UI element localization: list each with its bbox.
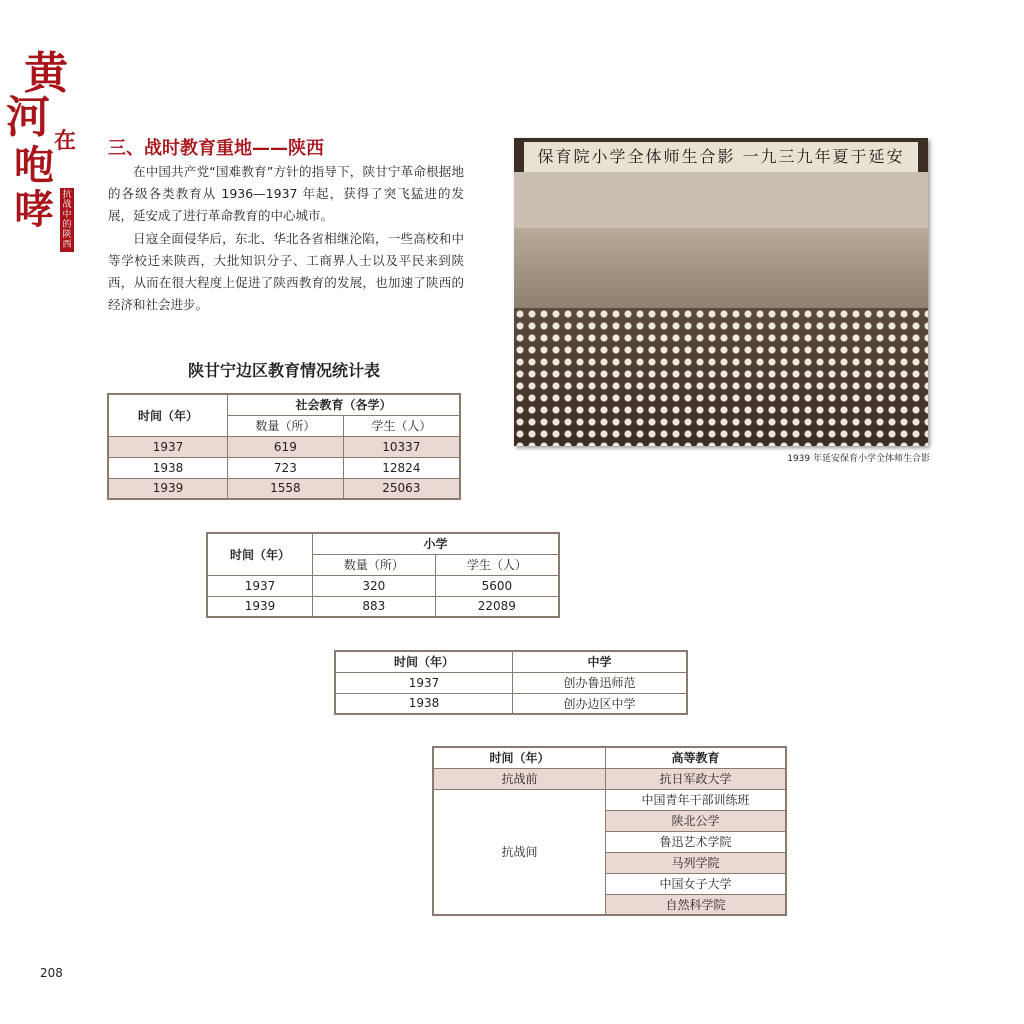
cell-year: 1939: [207, 596, 313, 617]
photo-sky: [514, 172, 928, 232]
group-header: 小学: [313, 533, 560, 554]
middle-school-table: [334, 650, 688, 715]
cell-school: 鲁迅艺术学院: [606, 831, 787, 852]
table-row: [108, 478, 460, 499]
cell-school: 自然科学院: [606, 894, 787, 915]
cell-school: 陕北公学: [606, 810, 787, 831]
cell-students: 25063: [343, 478, 460, 499]
cell-school: 马列学院: [606, 852, 787, 873]
sub-header-count: 数量（所）: [313, 554, 436, 575]
cell-school: 中国女子大学: [606, 873, 787, 894]
higher-education-table: [432, 746, 787, 916]
logo-char-3: 在: [54, 128, 77, 154]
cell-students: 10337: [343, 436, 460, 457]
photo-banner: 保育院小学全体师生合影 一九三九年夏于延安: [524, 142, 918, 172]
cell-school: 抗日军政大学: [606, 768, 787, 789]
logo-char-1: 黄: [24, 48, 68, 99]
cell-count: 883: [313, 596, 436, 617]
cell-period: 抗战间: [433, 789, 606, 915]
historical-photo: [514, 138, 928, 446]
cell-students: 12824: [343, 457, 460, 478]
cell-count: 1558: [228, 478, 344, 499]
logo-char-4: 咆: [14, 142, 54, 189]
book-logo: [4, 48, 88, 250]
paragraph-2: 日寇全面侵华后，东北、华北各省相继沦陷，一些高校和中等学校迁来陕西，大批知识分子、工商界人士以及平民来到陕西，从而在很大程度上促进了陕西教育的发展，也加速了陕西的经济和社会进步。: [108, 231, 464, 312]
cell-year: 1938: [108, 457, 228, 478]
table-row: [335, 693, 687, 714]
cell-students: 5600: [435, 575, 559, 596]
page-number: 208: [40, 966, 63, 980]
social-education-table: [107, 393, 461, 500]
col-school-header: 高等教育: [606, 747, 787, 768]
table-row: [433, 768, 786, 789]
cell-year: 1937: [108, 436, 228, 457]
sub-header-students: 学生（人）: [435, 554, 559, 575]
col-time-header: 时间（年）: [207, 533, 313, 575]
cell-period: 抗战前: [433, 768, 606, 789]
col-time-header: 时间（年）: [335, 651, 513, 672]
table-row: [207, 575, 559, 596]
cell-year: 1937: [207, 575, 313, 596]
cell-year: 1938: [335, 693, 513, 714]
cell-year: 1937: [335, 672, 513, 693]
cell-students: 22089: [435, 596, 559, 617]
cell-count: 723: [228, 457, 344, 478]
photo-crowd: [514, 308, 928, 446]
photo-caption: 1939 年延安保育小学全体师生合影: [787, 454, 930, 464]
cell-count: 320: [313, 575, 436, 596]
cell-year: 1939: [108, 478, 228, 499]
table-title: 陕甘宁边区教育情况统计表: [188, 361, 381, 380]
col-time-header: 时间（年）: [433, 747, 606, 768]
table-row: [433, 789, 786, 810]
cell-school: 中国青年干部训练班: [606, 789, 787, 810]
table-row: [108, 436, 460, 457]
logo-char-5: 哮: [14, 186, 54, 233]
logo-tag: 抗战中的陕西: [60, 188, 74, 252]
paragraph-1: 在中国共产党“国难教育”方针的指导下，陕甘宁革命根据地的各级各类教育从 1936—1937 年起，获得了突飞猛进的发展，延安成了进行革命教育的中心城市。: [108, 164, 464, 223]
col-school-header: 中学: [513, 651, 688, 672]
logo-char-2: 河: [6, 92, 50, 143]
col-time-header: 时间（年）: [108, 394, 228, 436]
group-header: 社会教育（各学）: [228, 394, 461, 415]
cell-school: 创办鲁迅师范: [513, 672, 688, 693]
cell-school: 创办边区中学: [513, 693, 688, 714]
table-row: [335, 672, 687, 693]
table-row: [108, 457, 460, 478]
sub-header-count: 数量（所）: [228, 415, 344, 436]
primary-school-table: [206, 532, 560, 618]
section-heading: 三、战时教育重地——陕西: [108, 138, 324, 159]
photo-hillside: [514, 228, 928, 318]
cell-count: 619: [228, 436, 344, 457]
sub-header-students: 学生（人）: [343, 415, 460, 436]
table-row: [207, 596, 559, 617]
